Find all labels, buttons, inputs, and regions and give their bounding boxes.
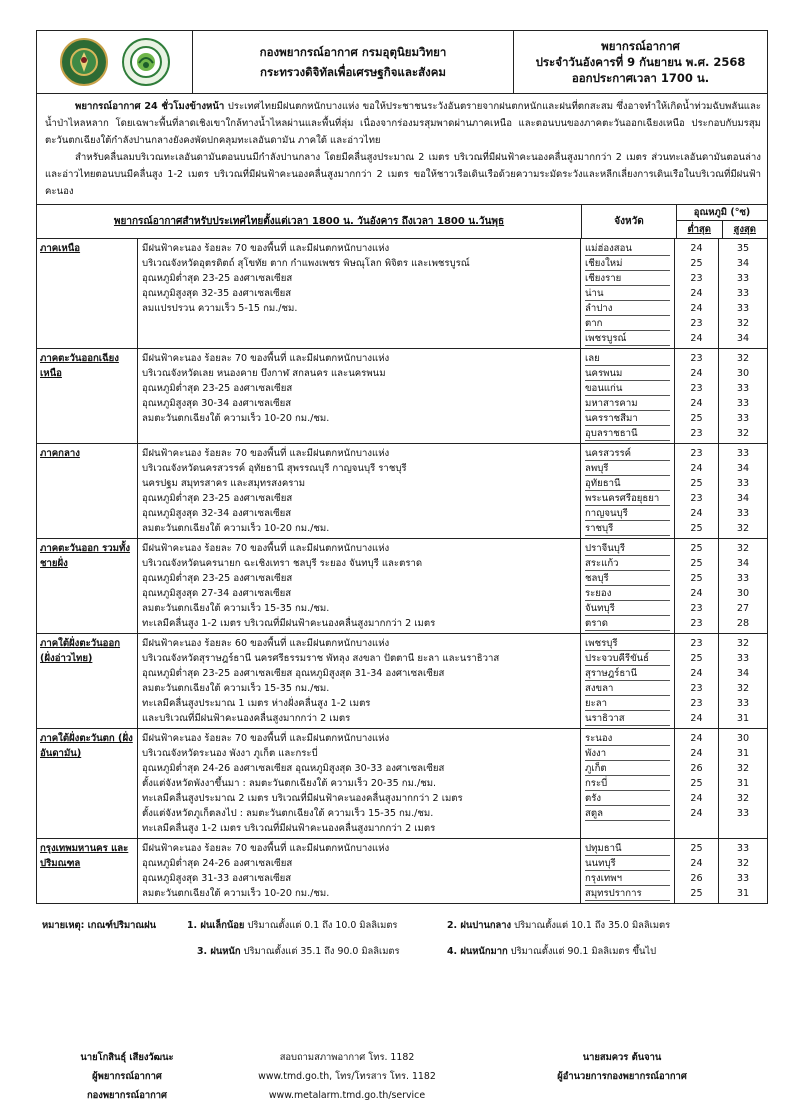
province-min-temp: 24 bbox=[690, 368, 703, 379]
province-max-temp: 32 bbox=[736, 523, 750, 534]
document-footer bbox=[42, 1048, 762, 1105]
province-min-temp: 25 bbox=[690, 523, 703, 534]
region-description bbox=[138, 839, 581, 903]
summary-paragraph-2: สำหรับคลื่นลมบริเวณทะเลอันดามันตอนบนมีกำลังปานกลาง โดยมีคลื่นสูงประมาณ 2 เมตร บริเวณที่มีฝนฟ้าคะนองคลื่นสูงมากกว่า 2 เมตร ส่วนทะเลอันดามันตอนล่างและอ่าวไทยตอนบนมีคลื่นสูง 1-2 เมตร บริเวณที่มีฝนฟ้าคะนองคลื่นสูงมากกว่า 2 เมตร ขอให้ชาวเรือเดินเรือด้วยความระมัดระวังและหลีกเลี่ยงการเดินเรือในบริเวณที่มีฝนฟ้าคะนอง bbox=[45, 152, 761, 197]
description-line: และบริเวณที่มีฝนฟ้าคะนองคลื่นสูงมากกว่า 2 เมตร bbox=[142, 713, 351, 724]
province-max-temp: 33 bbox=[736, 478, 750, 489]
description-line: มีฝนฟ้าคะนอง ร้อยละ 70 ของพื้นที่ และมีฝนตกหนักบางแห่ง bbox=[142, 843, 390, 854]
description-line: บริเวณจังหวัดนครสวรรค์ อุทัยธานี สุพรรณบุรี กาญจนบุรี ราชบุรี bbox=[142, 463, 407, 474]
province-max-temp: 33 bbox=[736, 808, 750, 819]
min-temp-list bbox=[675, 729, 719, 838]
province-max-temp: 33 bbox=[736, 698, 750, 709]
summary-text-1: ประเทศไทยมีฝนตกหนักบางแห่ง ขอให้ประชาชนระวังอันตรายจากฝนตกหนักและฝนที่ตกสะสม ซึ่งอาจทำให้เกิดน้ำท่วมฉับพลันและน้ำป่าไหลหลาก โดยเฉพาะพื้นที่ลาดเชิงเขาใกล้ทางน้ำไหลผ่านและพื้นที่ลุ่ม เนื่องจากร่องมรสุมพาดผ่านภาคเหนือ และตอนบนของภาคตะวันออกเฉียงเหนือ ประกอบกับมรสุมตะวันตกเฉียงใต้กำลังปานกลางยังคงพัดปกคลุมทะเลอันดามัน ภาคใต้ และอ่าวไทย bbox=[45, 101, 762, 146]
max-temp-list bbox=[719, 239, 767, 348]
province-min-temp: 25 bbox=[690, 558, 703, 569]
province-name: เชียงใหม่ bbox=[585, 256, 670, 271]
province-max-temp: 33 bbox=[736, 398, 750, 409]
region-name: ภาคกลาง bbox=[37, 444, 138, 538]
province-min-temp: 24 bbox=[690, 668, 703, 679]
province-max-temp: 31 bbox=[736, 778, 750, 789]
contact-info bbox=[212, 1048, 482, 1105]
province-min-temp: 25 bbox=[690, 843, 703, 854]
description-line: ลมตะวันตกเฉียงใต้ ความเร็ว 10-20 กม./ชม. bbox=[142, 413, 330, 424]
forecaster-signature bbox=[42, 1048, 212, 1105]
province-name: อุทัยธานี bbox=[585, 476, 670, 491]
province-name: อุบลราชธานี bbox=[585, 426, 670, 441]
province-name: สมุทรปราการ bbox=[585, 886, 670, 901]
province-max-temp: 32 bbox=[736, 428, 750, 439]
description-line: ทะเลมีคลื่นสูงประมาณ 1 เมตร ห่างฝั่งคลื่นสูง 1-2 เมตร bbox=[142, 698, 371, 709]
province-max-temp: 32 bbox=[736, 858, 750, 869]
description-line: มีฝนฟ้าคะนอง ร้อยละ 60 ของพื้นที่ และมีฝนตกหนักบางแห่ง bbox=[142, 638, 390, 649]
province-list bbox=[581, 444, 675, 538]
min-temp-list bbox=[675, 839, 719, 903]
province-min-temp: 24 bbox=[690, 463, 703, 474]
description-line: บริเวณจังหวัดระนอง พังงา ภูเก็ต และกระบี่ bbox=[142, 748, 318, 759]
criteria-4: 4. ฝนหนักมาก ปริมาณตั้งแต่ 90.1 มิลลิเมตร ขึ้นไป bbox=[447, 946, 657, 957]
min-temp-list bbox=[675, 444, 719, 538]
province-min-temp: 25 bbox=[690, 573, 703, 584]
forecast-title-block bbox=[514, 31, 767, 93]
province-max-temp: 32 bbox=[736, 793, 750, 804]
description-line: อุณหภูมิสูงสุด 32-34 องศาเซลเซียส bbox=[142, 508, 292, 519]
region-row bbox=[37, 729, 767, 839]
criteria-3: 3. ฝนหนัก ปริมาณตั้งแต่ 35.1 ถึง 90.0 มิลลิเมตร bbox=[197, 946, 400, 957]
description-line: ลมตะวันตกเฉียงใต้ ความเร็ว 10-20 กม./ชม. bbox=[142, 888, 330, 899]
province-max-temp: 35 bbox=[736, 243, 750, 254]
region-description bbox=[138, 349, 581, 443]
province-name: เลย bbox=[585, 351, 670, 366]
region-row bbox=[37, 839, 767, 903]
province-list bbox=[581, 539, 675, 633]
province-list bbox=[581, 634, 675, 728]
province-name: นราธิวาส bbox=[585, 711, 670, 726]
province-max-temp: 32 bbox=[736, 763, 750, 774]
province-name: นครสวรรค์ bbox=[585, 446, 670, 461]
description-line: ลมแปรปรวน ความเร็ว 5-15 กม./ชม. bbox=[142, 303, 298, 314]
forecaster-role: ผู้พยากรณ์อากาศ bbox=[92, 1071, 162, 1082]
description-line: มีฝนฟ้าคะนอง ร้อยละ 70 ของพื้นที่ และมีฝนตกหนักบางแห่ง bbox=[142, 733, 390, 744]
province-min-temp: 23 bbox=[690, 318, 703, 329]
region-row bbox=[37, 539, 767, 634]
province-list bbox=[581, 839, 675, 903]
description-line: ลมตะวันตกเฉียงใต้ ความเร็ว 10-20 กม./ชม. bbox=[142, 523, 330, 534]
province-name: ชลบุรี bbox=[585, 571, 670, 586]
province-min-temp: 25 bbox=[690, 258, 703, 269]
table-title: พยากรณ์อากาศสำหรับประเทศไทยตั้งแต่เวลา 1800 น. วันอังคาร ถึงเวลา 1800 น.วันพุธ bbox=[37, 205, 582, 238]
province-name: แม่ฮ่องสอน bbox=[585, 241, 670, 256]
region-name: ภาคเหนือ bbox=[37, 239, 138, 348]
province-name: กาญจนบุรี bbox=[585, 506, 670, 521]
province-name: ระนอง bbox=[585, 731, 670, 746]
province-max-temp: 27 bbox=[736, 603, 750, 614]
org-line-1: กองพยากรณ์อากาศ กรมอุตุนิยมวิทยา bbox=[259, 45, 447, 59]
province-name: ตาก bbox=[585, 316, 670, 331]
province-min-temp: 24 bbox=[690, 243, 703, 254]
province-min-temp: 23 bbox=[690, 698, 703, 709]
province-max-temp: 33 bbox=[736, 413, 750, 424]
region-name: กรุงเทพมหานคร และปริมณฑล bbox=[37, 839, 138, 903]
note-label: หมายเหตุ: เกณฑ์ปริมาณฝน bbox=[42, 920, 156, 931]
region-description bbox=[138, 444, 581, 538]
province-name: เชียงราย bbox=[585, 271, 670, 286]
province-name: ขอนแก่น bbox=[585, 381, 670, 396]
province-min-temp: 23 bbox=[690, 493, 703, 504]
max-temp-list bbox=[719, 634, 767, 728]
province-min-temp: 25 bbox=[690, 478, 703, 489]
province-name: ตรัง bbox=[585, 791, 670, 806]
province-max-temp: 31 bbox=[736, 713, 750, 724]
province-max-temp: 30 bbox=[736, 588, 750, 599]
summary-paragraph-1 bbox=[45, 98, 761, 149]
description-line: อุณหภูมิต่ำสุด 24-26 องศาเซลเซียส อุณหภูมิสูงสุด 30-33 องศาเซลเซียส bbox=[142, 763, 445, 774]
region-row bbox=[37, 634, 767, 729]
description-line: อุณหภูมิต่ำสุด 23-25 องศาเซลเซียส อุณหภูมิสูงสุด 31-34 องศาเซลเซียส bbox=[142, 668, 445, 679]
province-max-temp: 33 bbox=[736, 303, 750, 314]
province-max-temp: 33 bbox=[736, 383, 750, 394]
min-temp-list bbox=[675, 634, 719, 728]
description-line: อุณหภูมิต่ำสุด 24-26 องศาเซลเซียส bbox=[142, 858, 293, 869]
max-temp-list bbox=[719, 444, 767, 538]
description-line: บริเวณจังหวัดอุตรดิตถ์ สุโขทัย ตาก กำแพงเพชร พิษณุโลก พิจิตร และเพชรบูรณ์ bbox=[142, 258, 470, 269]
director-role: ผู้อำนวยการกองพยากรณ์อากาศ bbox=[557, 1071, 687, 1082]
min-temp-list bbox=[675, 349, 719, 443]
province-min-temp: 25 bbox=[690, 888, 703, 899]
region-name: ภาคใต้ฝั่งตะวันออก (ฝั่งอ่าวไทย) bbox=[37, 634, 138, 728]
province-name: เพชรบูรณ์ bbox=[585, 331, 670, 346]
table-header bbox=[37, 205, 767, 239]
summary-lead: พยากรณ์อากาศ 24 ชั่วโมงข้างหน้า bbox=[75, 101, 225, 112]
province-max-temp: 33 bbox=[736, 448, 750, 459]
province-name: ประจวบคีรีขันธ์ bbox=[585, 651, 670, 666]
description-line: บริเวณจังหวัดนครนายก ฉะเชิงเทรา ชลบุรี ระยอง จันทบุรี และตราด bbox=[142, 558, 423, 569]
province-list bbox=[581, 729, 675, 838]
min-temp-header: ต่ำสุด bbox=[677, 221, 723, 238]
region-description bbox=[138, 634, 581, 728]
document-header bbox=[37, 31, 767, 94]
province-min-temp: 26 bbox=[690, 873, 703, 884]
region-description bbox=[138, 239, 581, 348]
province-min-temp: 23 bbox=[690, 383, 703, 394]
description-line: มีฝนฟ้าคะนอง ร้อยละ 70 ของพื้นที่ และมีฝนตกหนักบางแห่ง bbox=[142, 243, 390, 254]
contact-phone: สอบถามสภาพอากาศ โทร. 1182 bbox=[279, 1052, 415, 1063]
province-min-temp: 24 bbox=[690, 858, 703, 869]
province-max-temp: 30 bbox=[736, 368, 750, 379]
issued-time: ออกประกาศเวลา 1700 น. bbox=[571, 71, 710, 85]
description-line: อุณหภูมิต่ำสุด 23-25 องศาเซลเซียส bbox=[142, 493, 293, 504]
province-name: สุราษฎร์ธานี bbox=[585, 666, 670, 681]
max-temp-list bbox=[719, 349, 767, 443]
province-name: นนทบุรี bbox=[585, 856, 670, 871]
region-row bbox=[37, 349, 767, 444]
description-line: ทะเลมีคลื่นสูง 1-2 เมตร บริเวณที่มีฝนฟ้าคะนองคลื่นสูงมากกว่า 2 เมตร bbox=[142, 823, 436, 834]
province-name: กระบี่ bbox=[585, 776, 670, 791]
province-min-temp: 24 bbox=[690, 733, 703, 744]
province-name: นครพนม bbox=[585, 366, 670, 381]
province-name: ปราจีนบุรี bbox=[585, 541, 670, 556]
province-min-temp: 24 bbox=[690, 713, 703, 724]
description-line: มีฝนฟ้าคะนอง ร้อยละ 70 ของพื้นที่ และมีฝนตกหนักบางแห่ง bbox=[142, 543, 390, 554]
province-name: ภูเก็ต bbox=[585, 761, 670, 776]
province-min-temp: 23 bbox=[690, 603, 703, 614]
tmd-logo-icon bbox=[122, 38, 170, 86]
province-name: เพชรบุรี bbox=[585, 636, 670, 651]
province-name: ระยอง bbox=[585, 586, 670, 601]
province-name: ยะลา bbox=[585, 696, 670, 711]
description-line: มีฝนฟ้าคะนอง ร้อยละ 70 ของพื้นที่ และมีฝนตกหนักบางแห่ง bbox=[142, 353, 390, 364]
region-row bbox=[37, 444, 767, 539]
province-min-temp: 23 bbox=[690, 273, 703, 284]
org-line-2: กระทรวงดิจิทัลเพื่อเศรษฐกิจและสังคม bbox=[260, 65, 446, 79]
province-name: น่าน bbox=[585, 286, 670, 301]
province-min-temp: 24 bbox=[690, 588, 703, 599]
forecaster-name: นายโกสินธุ์ เสียงวัฒนะ bbox=[80, 1052, 174, 1063]
region-description bbox=[138, 729, 581, 838]
province-min-temp: 23 bbox=[690, 618, 703, 629]
max-temp-header: สูงสุด bbox=[733, 224, 756, 235]
description-line: ตั้งแต่จังหวัดพังงาขึ้นมา : ลมตะวันตกเฉียงใต้ ความเร็ว 20-35 กม./ชม. bbox=[142, 778, 437, 789]
province-max-temp: 32 bbox=[736, 638, 750, 649]
province-list bbox=[581, 239, 675, 348]
province-min-temp: 24 bbox=[690, 748, 703, 759]
province-max-temp: 33 bbox=[736, 273, 750, 284]
min-temp-list bbox=[675, 239, 719, 348]
description-line: อุณหภูมิสูงสุด 32-35 องศาเซลเซียส bbox=[142, 288, 292, 299]
province-min-temp: 23 bbox=[690, 448, 703, 459]
province-name: พังงา bbox=[585, 746, 670, 761]
province-max-temp: 28 bbox=[736, 618, 750, 629]
criteria-1: 1. ฝนเล็กน้อย ปริมาณตั้งแต่ 0.1 ถึง 10.0 มิลลิเมตร bbox=[187, 920, 398, 931]
description-line: ลมตะวันตกเฉียงใต้ ความเร็ว 15-35 กม./ชม. bbox=[142, 603, 330, 614]
ministry-seal-icon bbox=[60, 38, 108, 86]
forecaster-dept: กองพยากรณ์อากาศ bbox=[86, 1090, 168, 1101]
province-max-temp: 33 bbox=[736, 573, 750, 584]
region-description bbox=[138, 539, 581, 633]
description-line: อุณหภูมิต่ำสุด 23-25 องศาเซลเซียส bbox=[142, 573, 293, 584]
province-min-temp: 24 bbox=[690, 333, 703, 344]
province-max-temp: 34 bbox=[736, 333, 750, 344]
director-signature bbox=[482, 1048, 762, 1105]
region-name: ภาคตะวันออก รวมทั้งชายฝั่ง bbox=[37, 539, 138, 633]
province-name: ลพบุรี bbox=[585, 461, 670, 476]
description-line: ทะเลมีคลื่นสูงประมาณ 2 เมตร บริเวณที่มีฝนฟ้าคะนองคลื่นสูงมากกว่า 2 เมตร bbox=[142, 793, 463, 804]
province-name: พระนครศรีอยุธยา bbox=[585, 491, 670, 506]
province-min-temp: 23 bbox=[690, 353, 703, 364]
province-min-temp: 23 bbox=[690, 428, 703, 439]
province-max-temp: 32 bbox=[736, 683, 750, 694]
summary-section bbox=[37, 94, 767, 205]
max-temp-list bbox=[719, 729, 767, 838]
description-line: อุณหภูมิต่ำสุด 23-25 องศาเซลเซียส bbox=[142, 273, 293, 284]
province-name: มหาสารคาม bbox=[585, 396, 670, 411]
contact-service-url[interactable]: www.metalarm.tmd.go.th/service bbox=[268, 1090, 426, 1101]
temperature-header-label: อุณหภูมิ (°ซ) bbox=[677, 205, 767, 221]
organization-block bbox=[193, 31, 514, 93]
province-max-temp: 33 bbox=[736, 843, 750, 854]
description-line: อุณหภูมิต่ำสุด 23-25 องศาเซลเซียส bbox=[142, 383, 293, 394]
province-max-temp: 32 bbox=[736, 318, 750, 329]
province-min-temp: 25 bbox=[690, 543, 703, 554]
max-temp-list bbox=[719, 839, 767, 903]
description-line: บริเวณจังหวัดสุราษฎร์ธานี นครศรีธรรมราช พัทลุง สงขลา ปัตตานี ยะลา และนราธิวาส bbox=[142, 653, 500, 664]
region-row bbox=[37, 239, 767, 349]
province-min-temp: 24 bbox=[690, 508, 703, 519]
rain-criteria-note bbox=[42, 918, 762, 960]
province-max-temp: 30 bbox=[736, 733, 750, 744]
province-column-header: จังหวัด bbox=[582, 205, 677, 238]
province-name: นครราชสีมา bbox=[585, 411, 670, 426]
temperature-header bbox=[677, 205, 767, 238]
province-max-temp: 33 bbox=[736, 288, 750, 299]
province-max-temp: 31 bbox=[736, 748, 750, 759]
province-name: กรุงเทพฯ bbox=[585, 871, 670, 886]
province-min-temp: 24 bbox=[690, 808, 703, 819]
region-name: ภาคตะวันออกเฉียงเหนือ bbox=[37, 349, 138, 443]
description-line: อุณหภูมิสูงสุด 31-33 องศาเซลเซียส bbox=[142, 873, 292, 884]
province-min-temp: 24 bbox=[690, 793, 703, 804]
province-max-temp: 32 bbox=[736, 543, 750, 554]
province-min-temp: 25 bbox=[690, 653, 703, 664]
min-temp-list bbox=[675, 539, 719, 633]
province-max-temp: 32 bbox=[736, 353, 750, 364]
contact-web[interactable]: www.tmd.go.th, โทร/โทรสาร โทร. 1182 bbox=[258, 1071, 436, 1082]
province-name: ราชบุรี bbox=[585, 521, 670, 536]
description-line: ลมตะวันตกเฉียงใต้ ความเร็ว 15-35 กม./ชม. bbox=[142, 683, 330, 694]
logos bbox=[37, 31, 193, 93]
province-max-temp: 34 bbox=[736, 463, 750, 474]
province-max-temp: 34 bbox=[736, 558, 750, 569]
province-max-temp: 33 bbox=[736, 508, 750, 519]
province-max-temp: 34 bbox=[736, 258, 750, 269]
province-max-temp: 34 bbox=[736, 668, 750, 679]
description-line: อุณหภูมิสูงสุด 27-34 องศาเซลเซียส bbox=[142, 588, 292, 599]
province-name: จันทบุรี bbox=[585, 601, 670, 616]
max-temp-list bbox=[719, 539, 767, 633]
province-max-temp: 34 bbox=[736, 493, 750, 504]
forecast-date: ประจำวันอังคารที่ 9 กันยายน พ.ศ. 2568 bbox=[535, 55, 746, 69]
description-line: อุณหภูมิสูงสุด 30-34 องศาเซลเซียส bbox=[142, 398, 292, 409]
description-line: บริเวณจังหวัดเลย หนองคาย บึงกาฬ สกลนคร และนครพนม bbox=[142, 368, 386, 379]
province-min-temp: 23 bbox=[690, 683, 703, 694]
province-name: สระแก้ว bbox=[585, 556, 670, 571]
director-name: นายสมควร ต้นจาน bbox=[582, 1052, 662, 1063]
province-name: สตูล bbox=[585, 806, 670, 821]
region-table bbox=[37, 239, 767, 903]
province-max-temp: 33 bbox=[736, 653, 750, 664]
forecast-title: พยากรณ์อากาศ bbox=[601, 39, 680, 53]
province-min-temp: 25 bbox=[690, 778, 703, 789]
description-line: นครปฐม สมุทรสาคร และสมุทรสงคราม bbox=[142, 478, 306, 489]
description-line: มีฝนฟ้าคะนอง ร้อยละ 70 ของพื้นที่ และมีฝนตกหนักบางแห่ง bbox=[142, 448, 390, 459]
province-min-temp: 26 bbox=[690, 763, 703, 774]
province-name: ปทุมธานี bbox=[585, 841, 670, 856]
forecast-document bbox=[36, 30, 768, 904]
province-min-temp: 24 bbox=[690, 303, 703, 314]
province-name: ลำปาง bbox=[585, 301, 670, 316]
province-min-temp: 24 bbox=[690, 288, 703, 299]
description-line: ทะเลมีคลื่นสูง 1-2 เมตร บริเวณที่มีฝนฟ้าคะนองคลื่นสูงมากกว่า 2 เมตร bbox=[142, 618, 436, 629]
province-min-temp: 23 bbox=[690, 638, 703, 649]
province-max-temp: 33 bbox=[736, 873, 750, 884]
province-list bbox=[581, 349, 675, 443]
province-min-temp: 24 bbox=[690, 398, 703, 409]
province-min-temp: 25 bbox=[690, 413, 703, 424]
criteria-2: 2. ฝนปานกลาง ปริมาณตั้งแต่ 10.1 ถึง 35.0 มิลลิเมตร bbox=[447, 920, 671, 931]
description-line: ตั้งแต่จังหวัดภูเก็ตลงไป : ลมตะวันตกเฉียงใต้ ความเร็ว 15-35 กม./ชม. bbox=[142, 808, 434, 819]
province-name: ตราด bbox=[585, 616, 670, 631]
region-name: ภาคใต้ฝั่งตะวันตก (ฝั่งอันดามัน) bbox=[37, 729, 138, 838]
province-name: สงขลา bbox=[585, 681, 670, 696]
province-max-temp: 31 bbox=[736, 888, 750, 899]
